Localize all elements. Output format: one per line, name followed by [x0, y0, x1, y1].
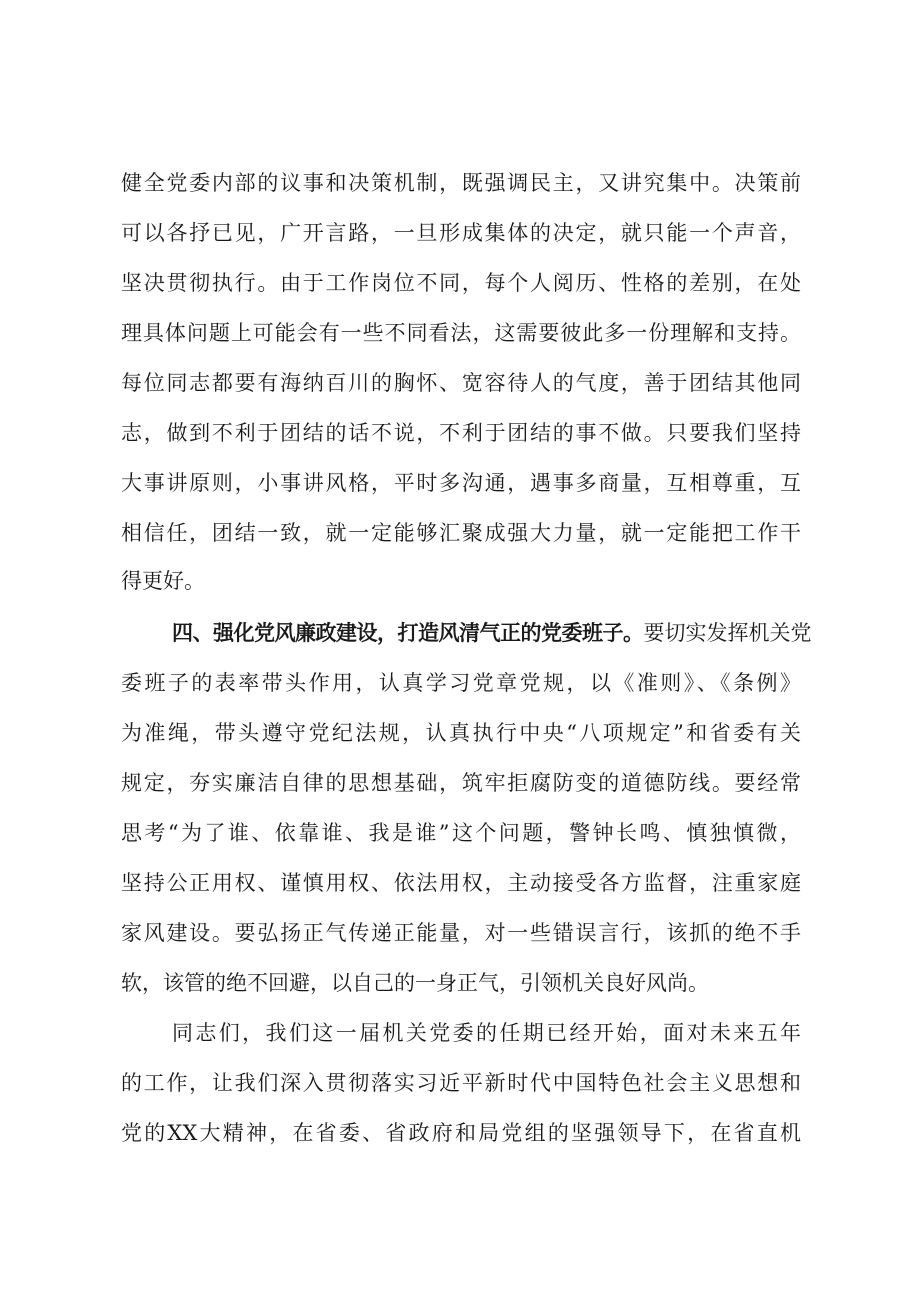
- paragraph-1-line-7: 大事讲原则，小事讲风格，平时多沟通，遇事多商量，互相尊重，互: [121, 471, 801, 495]
- paragraph-1-line-9: 得更好。: [121, 569, 205, 593]
- paragraph-2-line-2: 委班子的表率带头作用，认真学习党章党规，以《准则》、《条例》: [121, 671, 801, 695]
- paragraph-2-line-7: 家风建设。要弘扬正气传递正能量，对一些错误言行，该抓的绝不手: [121, 921, 801, 945]
- paragraph-1-line-1: 健全党委内部的议事和决策机制，既强调民主，又讲究集中。决策前: [121, 171, 801, 195]
- paragraph-1-line-4: 理具体问题上可能会有一些不同看法，这需要彼此多一份理解和支持。: [121, 321, 801, 345]
- paragraph-1-line-6: 志，做到不利于团结的话不说，不利于团结的事不做。只要我们坚持: [121, 421, 801, 445]
- paragraph-3-line-1: 同志们，我们这一届机关党委的任期已经开始，面对未来五年: [172, 1021, 801, 1045]
- paragraph-2-line-8: 软，该管的绝不回避，以自己的一身正气，引领机关良好风尚。: [121, 971, 709, 995]
- paragraph-1-line-3: 坚决贯彻执行。由于工作岗位不同，每个人阅历、性格的差别，在处: [121, 271, 801, 295]
- paragraph-3-line-3: 党的XX大精神，在省委、省政府和局党组的坚强领导下，在省直机: [121, 1121, 801, 1145]
- paragraph-1-line-2: 可以各抒已见，广开言路，一旦形成集体的决定，就只能一个声音，: [121, 221, 801, 245]
- paragraph-1-line-8: 相信任，团结一致，就一定能够汇聚成强大力量，就一定能把工作干: [121, 521, 801, 545]
- paragraph-3-line-2: 的工作，让我们深入贯彻落实习近平新时代中国特色社会主义思想和: [121, 1071, 801, 1095]
- paragraph-2-first-line-text: 要切实发挥机关党: [643, 621, 812, 645]
- section-heading: 四、强化党风廉政建设，打造风清气正的党委班子。: [172, 621, 644, 645]
- paragraph-1-line-5: 每位同志都要有海纳百川的胸怀、宽容待人的气度，善于团结其他同: [121, 371, 801, 395]
- paragraph-2-line-6: 坚持公正用权、谨慎用权、依法用权，主动接受各方监督，注重家庭: [121, 871, 801, 895]
- paragraph-2-line-3: 为准绳，带头遵守党纪法规，认真执行中央“八项规定”和省委有关: [121, 721, 801, 745]
- paragraph-2-line-4: 规定，夯实廉洁自律的思想基础，筑牢拒腐防变的道德防线。要经常: [121, 771, 801, 795]
- paragraph-2-line-1: [172, 613, 812, 653]
- paragraph-2-line-5: 思考“为了谁、依靠谁、我是谁”这个问题，警钟长鸣、慎独慎微，: [121, 821, 801, 845]
